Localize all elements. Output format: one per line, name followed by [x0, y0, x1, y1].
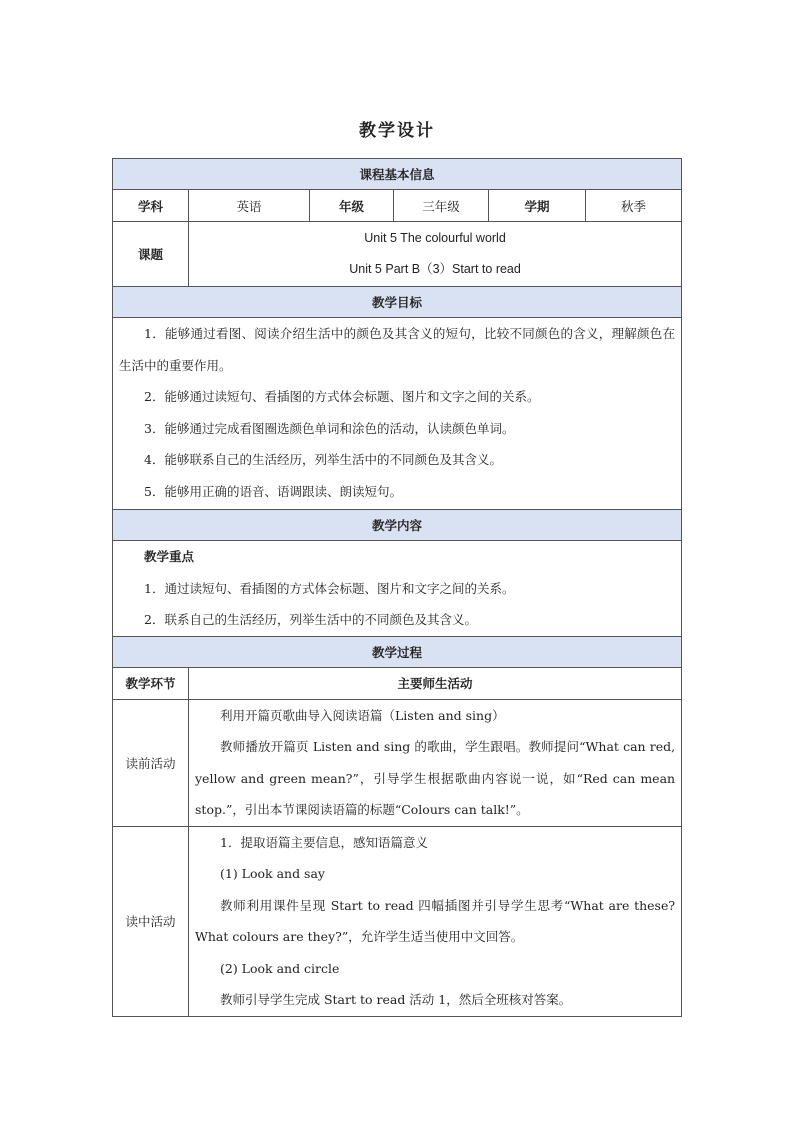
focus-item: 1．通过读短句、看插图的方式体会标题、图片和文字之间的关系。: [144, 580, 515, 596]
basic-info-row: [113, 190, 682, 222]
content-header-row: [113, 510, 682, 541]
stage-activities: [189, 699, 682, 826]
term-label: 学期: [489, 190, 586, 222]
topic-value: [189, 222, 682, 287]
activity-paragraph: 教师利用课件呈现 Start to read 四幅插图并引导学生思考“What are these? What colours are they?”，允许学生适当使用中文回答。: [195, 897, 676, 944]
process-stage-row: [113, 699, 682, 826]
subject-value: 英语: [189, 190, 310, 222]
topic-line-1: Unit 5 The colourful world: [364, 230, 506, 245]
activity-paragraph: (2) Look and circle: [220, 960, 340, 976]
topic-row: [113, 222, 682, 287]
stage-column-header: 教学环节: [113, 667, 189, 699]
content-body: [113, 541, 682, 637]
objective-item: 4．能够联系自己的生活经历，列举生活中的不同颜色及其含义。: [144, 452, 502, 467]
process-header-row: [113, 636, 682, 667]
process-stage-row: [113, 826, 682, 1016]
content-row: [113, 541, 682, 637]
objective-item: 5．能够用正确的语音、语调跟读、朗读短句。: [144, 483, 402, 499]
topic-label: 课题: [113, 222, 189, 287]
activity-paragraph: 教师播放开篇页 Listen and sing 的歌曲，学生跟唱。教师提问“What can red, yellow and green mean?”，引导学生根据歌曲内容说一说，如“Red can mean stop.”，引出本节课阅读语篇的标题“Colours can talk!”。: [195, 739, 676, 817]
process-columns-row: [113, 667, 682, 699]
subject-label: 学科: [113, 190, 189, 222]
activity-column-header: 主要师生活动: [189, 667, 682, 699]
teaching-focus-label: 教学重点: [144, 549, 195, 564]
basic-info-header-row: [113, 159, 682, 190]
activity-paragraph: (1) Look and say: [220, 866, 325, 881]
stage-name: 读中活动: [113, 826, 189, 1016]
lesson-plan-table: [112, 158, 682, 1017]
grade-value: 三年级: [394, 190, 489, 222]
term-value: 秋季: [586, 190, 682, 222]
objectives-body: [113, 318, 682, 510]
content-section-header: 教学内容: [113, 510, 682, 541]
stage-activities: [189, 826, 682, 1016]
process-section-header: 教学过程: [113, 636, 682, 667]
objectives-section-header: 教学目标: [113, 287, 682, 318]
activity-paragraph: 1．提取语篇主要信息，感知语篇意义: [220, 834, 428, 850]
basic-info-section-header: 课程基本信息: [113, 159, 682, 190]
objective-item: 1．能够通过看图、阅读介绍生活中的颜色及其含义的短句，比较不同颜色的含义，理解颜色在生活中的重要作用。: [119, 326, 676, 373]
topic-line-2: Unit 5 Part B（3）Start to read: [349, 262, 521, 276]
objective-item: 3．能够通过完成看图圈选颜色单词和涂色的活动，认读颜色单词。: [144, 420, 515, 436]
document-title: 教学设计: [359, 121, 435, 141]
objectives-header-row: [113, 287, 682, 318]
objectives-row: [113, 318, 682, 510]
stage-name: 读前活动: [113, 699, 189, 826]
activity-paragraph: 教师引导学生完成 Start to read 活动 1，然后全班核对答案。: [220, 992, 572, 1007]
activity-paragraph: 利用开篇页歌曲导入阅读语篇（Listen and sing）: [220, 707, 505, 723]
grade-label: 年级: [310, 190, 394, 222]
focus-item: 2．联系自己的生活经历，列举生活中的不同颜色及其含义。: [144, 612, 477, 627]
objective-item: 2．能够通过读短句、看插图的方式体会标题、图片和文字之间的关系。: [144, 389, 540, 404]
